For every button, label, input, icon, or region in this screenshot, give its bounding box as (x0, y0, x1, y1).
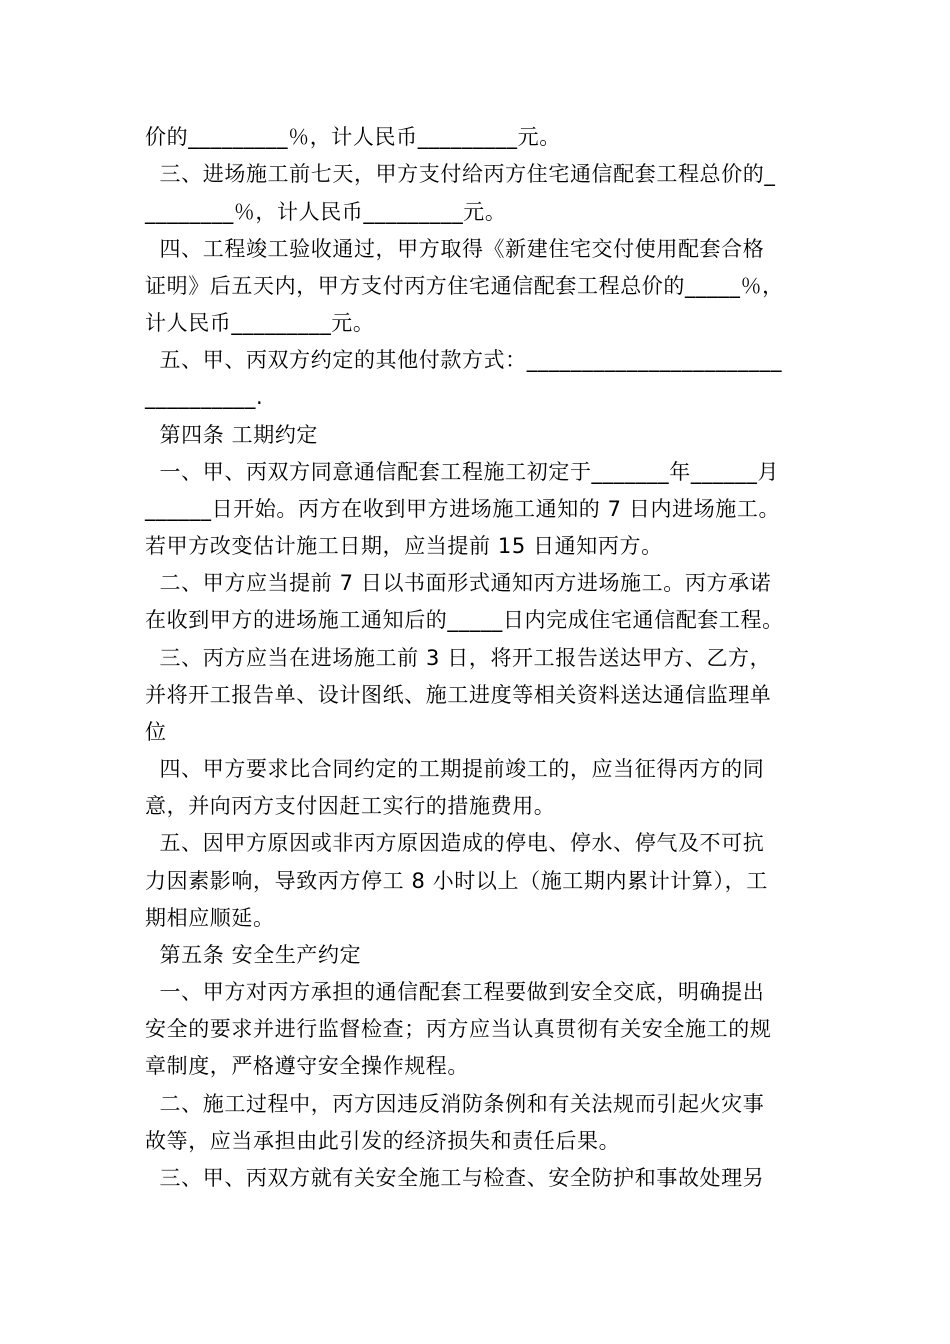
text-line-21: 力因素影响，导致丙方停工 8 小时以上（施工期内累计计算），工 (145, 869, 768, 893)
section-heading-article-4: 第四条 工期约定 (145, 423, 319, 447)
text-line-24: 一、甲方对丙方承担的通信配套工程要做到安全交底，明确提出 (145, 980, 765, 1004)
text-line-20: 五、因甲方原因或非丙方原因造成的停电、停水、停气及不可抗 (145, 831, 765, 855)
text-line-14: 在收到甲方的进场施工通知后的_____日内完成住宅通信配套工程。 (145, 608, 784, 632)
text-line-2: 三、进场施工前七天，甲方支付给丙方住宅通信配套工程总价的_ (145, 162, 776, 186)
text-line-3: ________％，计人民币_________元。 (145, 200, 507, 224)
text-line-17: 位 (145, 720, 167, 744)
text-line-15: 三、丙方应当在进场施工前 3 日，将开工报告送达甲方、乙方， (145, 646, 772, 670)
text-line-19: 意，并向丙方支付因赶工实行的措施费用。 (145, 794, 556, 818)
text-line-5: 证明》后五天内，甲方支付丙方住宅通信配套工程总价的_____％， (145, 274, 784, 298)
text-line-16: 并将开工报告单、设计图纸、施工进度等相关资料送达通信监理单 (145, 683, 772, 707)
section-heading-article-5: 第五条 安全生产约定 (145, 943, 362, 967)
text-line-22: 期相应顺延。 (145, 906, 275, 930)
text-line-10: 一、甲、丙双方同意通信配套工程施工初定于_______年______月 (145, 460, 780, 484)
text-line-18: 四、甲方要求比合同约定的工期提前竣工的，应当征得丙方的同 (145, 757, 765, 781)
text-line-4: 四、工程竣工验收通过，甲方取得《新建住宅交付使用配套合格 (145, 237, 765, 261)
text-line-11: ______日开始。丙方在收到甲方进场施工通知的 7 日内进场施工。 (145, 497, 781, 521)
text-line-1: 价的_________％，计人民币_________元。 (145, 125, 561, 149)
text-line-25: 安全的要求并进行监督检查；丙方应当认真贯彻有关安全施工的规 (145, 1017, 772, 1041)
text-line-26: 章制度，严格遵守安全操作规程。 (145, 1054, 469, 1078)
text-line-13: 二、甲方应当提前 7 日以书面形式通知丙方进场施工。丙方承诺 (145, 571, 772, 595)
text-line-29: 三、甲、丙双方就有关安全施工与检查、安全防护和事故处理另 (145, 1166, 765, 1190)
text-line-28: 故等，应当承担由此引发的经济损失和责任后果。 (145, 1129, 621, 1153)
text-line-7: 五、甲、丙双方约定的其他付款方式：_______________________ (145, 348, 783, 372)
text-line-27: 二、施工过程中，丙方因违反消防条例和有关法规而引起火灾事 (145, 1092, 765, 1116)
text-line-12: 若甲方改变估计施工日期，应当提前 15 日通知丙方。 (145, 534, 663, 558)
text-line-6: 计人民币_________元。 (145, 311, 375, 335)
text-line-8: __________. (145, 385, 264, 409)
